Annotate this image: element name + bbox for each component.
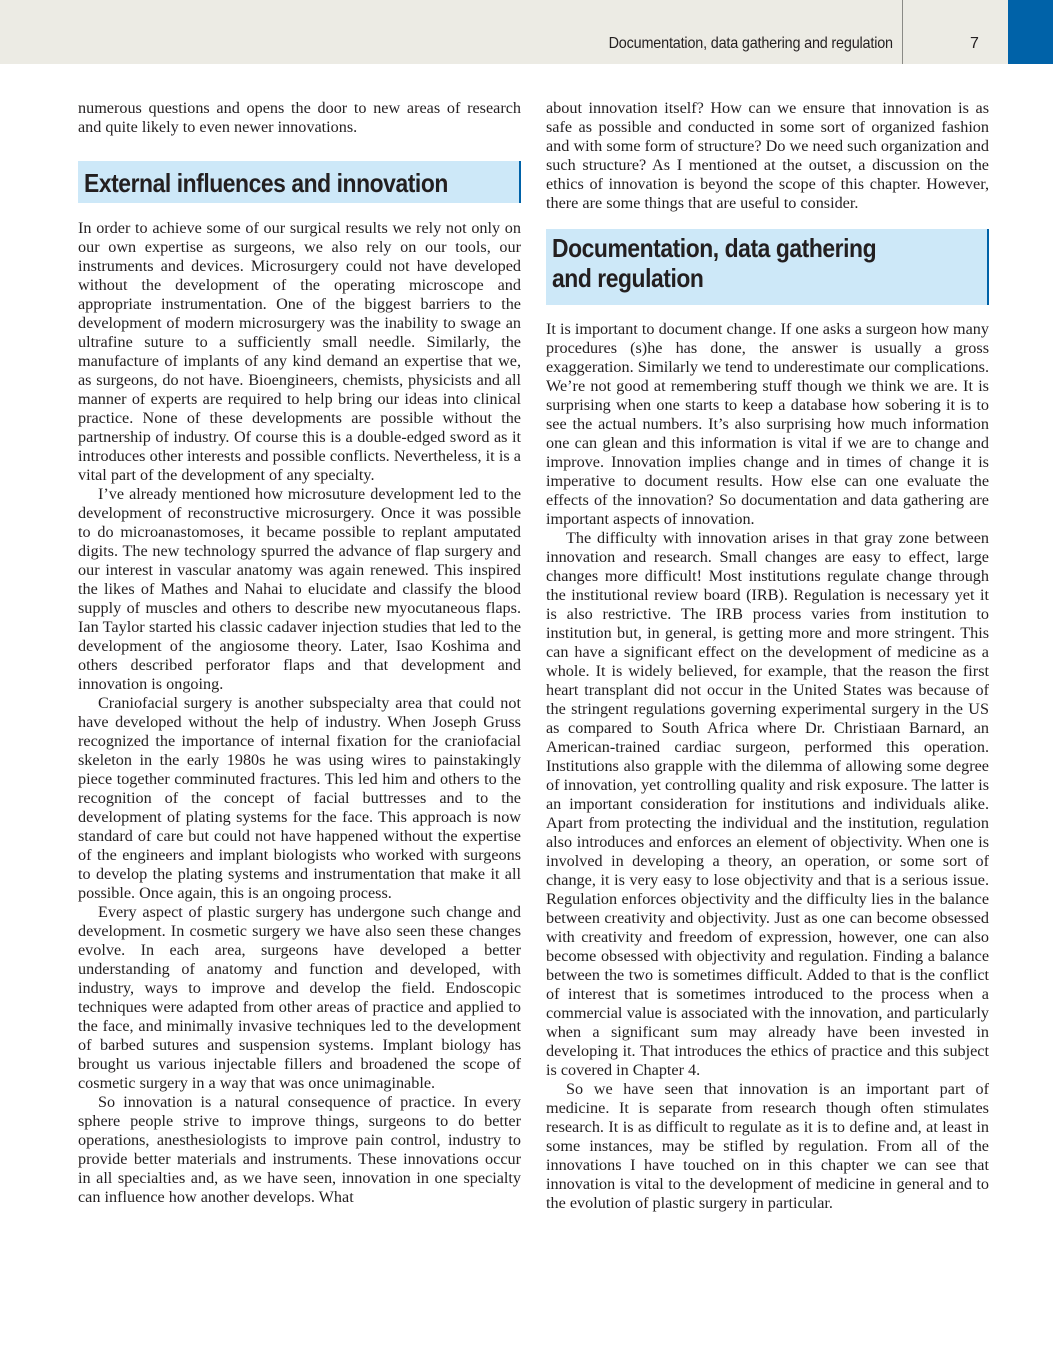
right-column xyxy=(546,99,989,1213)
paragraph: I’ve already mentioned how microsuture development led to the development of reconstructive microsurgery. Once it was possible to do microanastomoses, it became possible to replant amputated digits. The new technology spurred the advance of flap surgery and our interest in vascular anatomy was again renewed. This inspired the likes of Mathes and Nahai to elucidate and classify the blood supply of muscles and others to describe new myocutaneous flaps. Ian Taylor started his classic cadaver injection studies that led to the development of the angiosome theory. Later, Isao Koshima and others described perforator flaps and that development and innovation is ongoing. xyxy=(78,485,521,693)
section-heading-text: External influences and innovation xyxy=(84,168,448,198)
paragraph: It is important to document change. If one asks a surgeon how many procedures (s)he has done, the answer is usually a gross exaggeration. Similarly we tend to underestimate our complications. We’re not good at remembering stuff though we think we are. It is surprising when one starts to keep a database how sobering it is to see the actual numbers. It’s also surprising how much information one can glean and this information is vital if we are to change and improve. Innovation implies change and in times of change it is imperative to document results. How else can one evaluate the effects of the innovation? So documentation and data gathering are important aspects of innovation. xyxy=(546,320,989,528)
paragraph: Every aspect of plastic surgery has undergone such change and development. In cosmetic surgery we have also seen these changes evolve. In each area, surgeons have developed a better understanding of anatomy and function and developed, with industry, ways to improve and develop the field. Endoscopic techniques were adapted from other areas of practice and applied to the face, and minimally invasive techniques led to the development of barbed sutures and suspension systems. Implant biology has brought us various injectable fillers and broadened the scope of cosmetic surgery in a way that was once unimaginable. xyxy=(78,903,521,1092)
chapter-tab xyxy=(1008,0,1053,64)
paragraph: So we have seen that innovation is an important part of medicine. It is separate from research though often stimulates research. It is as difficult to regulate as it is to define and, at least in some instances, may be stifled by regulation. From all of the innovations I have touched on in this chapter we can see that innovation is vital to the development of medicine in general and to the evolution of plastic surgery in particular. xyxy=(546,1080,989,1212)
paragraph: Craniofacial surgery is another subspecialty area that could not have developed without the help of industry. When Joseph Gruss recognized the importance of internal fixation for the craniofacial skeleton in the early 1980s he was using wires to painstakingly piece together comminuted fractures. This led him and others to the recognition of the concept of facial buttresses and to the development of plating systems for the face. This approach is now standard of care but could not have happened without the expertise of the engineers and implant biologists who worked with surgeons to develop the plating systems and instrumentation that make it all possible. Once again, this is an ongoing process. xyxy=(78,694,521,902)
header-divider xyxy=(902,0,903,64)
section-heading-line-2: and regulation xyxy=(552,263,704,293)
page-number: 7 xyxy=(970,35,979,52)
paragraph-continued: numerous questions and opens the door to new areas of research and quite likely to even newer innovations. xyxy=(78,99,521,136)
paragraph: The difficulty with innovation arises in that gray zone between innovation and research. Small changes are easy to effect, large changes more difficult! Most institutions regulate change through the institutional review board (IRB). Regulation is necessary yet it is also restrictive. The IRB process varies from institution to institution but, in general, is getting more and more stringent. This can have a significant effect on the development of medicine as a whole. It is widely believed, for example, that the reason the first heart transplant did not occur in the United States was because of the stringent regulations governing experimental surgery in the US as compared to South Africa where Dr. Christiaan Barnard, an American-trained cardiac surgeon, performed this operation. Institutions also grapple with the dilemma of allowing some degree of innovation, yet controlling quality and risk exposure. The latter is an important consideration for institutions and individuals alike. Apart from protecting the individual and the institution, regulation also introduces and enforces an element of objectivity. When one is involved in developing a theory, an operation, or some sort of change, it is very easy to lose objectivity and that is a serious issue. Regulation enforces objectivity and the difficulty lies in the balance between creativity and objectivity. Just as one can become obsessed with creativity and freedom of expression, however, one can also become obsessed with objectivity and regulation. Finding a balance between the two is sometimes difficult. Added to that is the conflict of interest that is sometimes introduced to the process when a commercial value is associated with the innovation, and particularly when a significant sum may already have been invested in developing it. That introduces the ethics of practice and this subject is covered in Chapter 4. xyxy=(546,529,989,1079)
section-heading-documentation xyxy=(546,229,989,305)
section-heading-external-influences xyxy=(78,161,521,203)
section-heading-line-1: Documentation, data gathering xyxy=(552,233,877,263)
paragraph-continued: about innovation itself? How can we ensure that innovation is as safe as possible and conducted in some sort of organized fashion and with some form of structure? Do we need such organization and such structure? As I mentioned at the outset, a discussion on the ethics of innovation is beyond the scope of this chapter. However, there are some things that are useful to consider. xyxy=(546,99,989,212)
running-head: Documentation, data gathering and regulation xyxy=(608,35,893,52)
header-bar xyxy=(0,0,1053,64)
paragraph: In order to achieve some of our surgical results we rely not only on our own expertise as surgeons, we also rely on our tools, our instruments and devices. Microsurgery could not have developed without the development of the operating microscope and appropriate instrumentation. One of the biggest barriers to the development of modern microsurgery was the inability to swage an ultrafine suture to a sufficiently small needle. Similarly, the manufacture of implants of any kind demand an expertise that we, as surgeons, do not have. Bioengineers, chemists, physicists and all manner of experts are required to help bring our ideas into clinical practice. None of these developments are possible without the partnership of industry. Of course this is a double-edged sword as it introduces other interests and possible conflicts. Nevertheless, it is a vital part of the development of any specialty. xyxy=(78,219,521,484)
left-column xyxy=(78,99,521,1207)
paragraph: So innovation is a natural consequence of practice. In every sphere people strive to improve things, surgeons to do better operations, anesthesiologists to improve pain control, industry to provide better materials and instruments. These innovations occur in all specialties and, as we have seen, innovation in one specialty can influence how another develops. What xyxy=(78,1093,521,1206)
